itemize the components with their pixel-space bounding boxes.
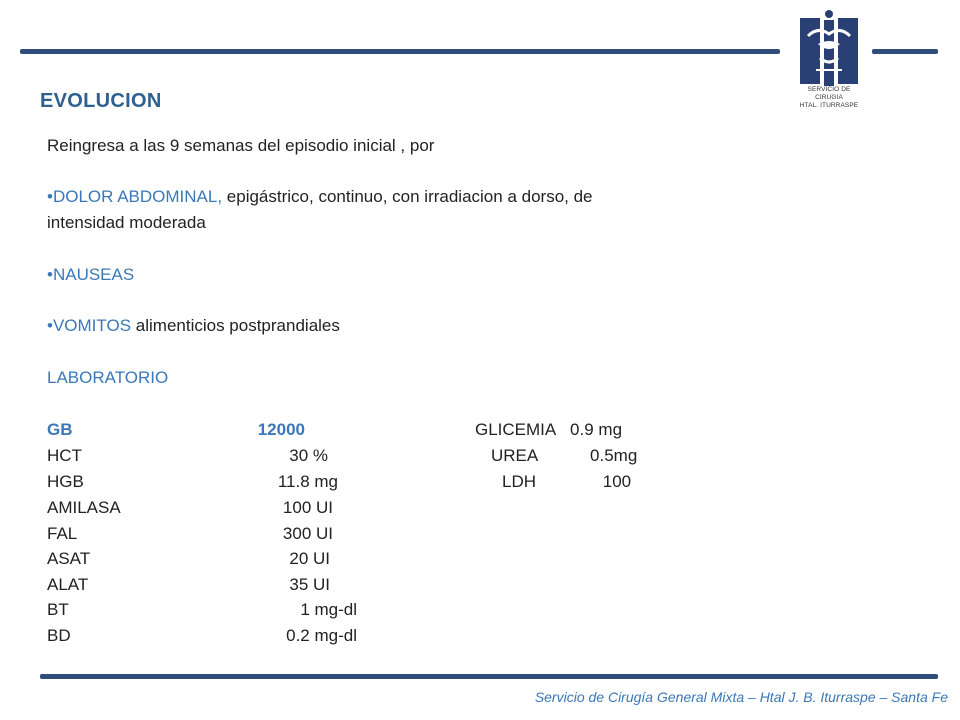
bullet-icon: • — [47, 187, 53, 206]
lab-name: GLICEMIA — [475, 420, 556, 439]
lab-row — [0, 444, 960, 468]
lab-name: LDH — [502, 472, 537, 491]
lab-value: 0.9 mg — [570, 420, 623, 439]
lab-name: HCT — [47, 446, 82, 465]
symptom-dolor — [47, 185, 593, 209]
intro-text: Reingresa a las 9 semanas del episodio inicial , por — [47, 136, 435, 155]
header-divider-left — [20, 49, 780, 54]
lab-name: ALAT — [47, 575, 89, 594]
footer-text: Servicio de Cirugía General Mixta – Htal J. B. Iturraspe – Santa Fe — [534, 689, 948, 705]
lab-value: 0.2 mg-dl — [286, 626, 357, 645]
symptom-nauseas-label: NAUSEAS — [52, 265, 135, 284]
lab-value: 300 UI — [282, 524, 333, 543]
lab-name: FAL — [47, 524, 78, 543]
logo-caption-line1: SERVICIO DE CIRUGIA — [807, 86, 851, 101]
lab-row — [502, 470, 631, 494]
lab-name: ASAT — [47, 549, 91, 568]
lab-name: BD — [47, 626, 71, 645]
lab-name: GB — [47, 420, 73, 439]
symptom-vomitos-detail: alimenticios postprandiales — [131, 316, 340, 335]
lab-value: 100 UI — [282, 498, 333, 517]
lab-value: 100 — [602, 472, 632, 491]
lab-value: 0.5mg — [590, 446, 638, 465]
lab-row — [0, 547, 960, 571]
symptom-dolor-detail: epigástrico, continuo, con irradiacion a dorso, de — [222, 187, 593, 206]
hospital-logo — [793, 8, 865, 110]
caduceus-icon — [798, 8, 860, 86]
footer-divider — [40, 674, 938, 679]
bullet-icon: • — [47, 316, 53, 335]
lab-name: BT — [47, 600, 69, 619]
lab-name: HGB — [47, 472, 84, 491]
lab-row — [491, 444, 637, 468]
lab-row — [0, 522, 960, 546]
page-title: EVOLUCION — [40, 90, 162, 112]
lab-title: LABORATORIO — [47, 368, 169, 387]
lab-row — [0, 598, 960, 622]
lab-value: 12000 — [257, 420, 305, 439]
symptom-dolor-label: DOLOR ABDOMINAL, — [52, 187, 223, 206]
lab-value: 30 % — [289, 446, 328, 465]
symptom-vomitos — [47, 314, 340, 338]
logo-caption-line2: HTAL. ITURRASPE — [799, 102, 859, 109]
symptom-dolor-detail-2: intensidad moderada — [47, 213, 206, 232]
symptom-vomitos-label: VOMITOS — [52, 316, 132, 335]
lab-row — [0, 470, 960, 494]
lab-name: UREA — [491, 446, 538, 465]
symptom-nauseas — [47, 263, 134, 287]
lab-row — [0, 573, 960, 597]
lab-row — [0, 496, 960, 520]
lab-row — [475, 418, 622, 442]
bullet-icon: • — [47, 265, 53, 284]
lab-value: 11.8 mg — [277, 472, 338, 491]
lab-row — [0, 624, 960, 648]
lab-value: 20 UI — [289, 549, 330, 568]
lab-name: AMILASA — [47, 498, 121, 517]
lab-value: 1 mg-dl — [300, 600, 357, 619]
lab-value: 35 UI — [289, 575, 330, 594]
header-divider-right — [872, 49, 938, 54]
